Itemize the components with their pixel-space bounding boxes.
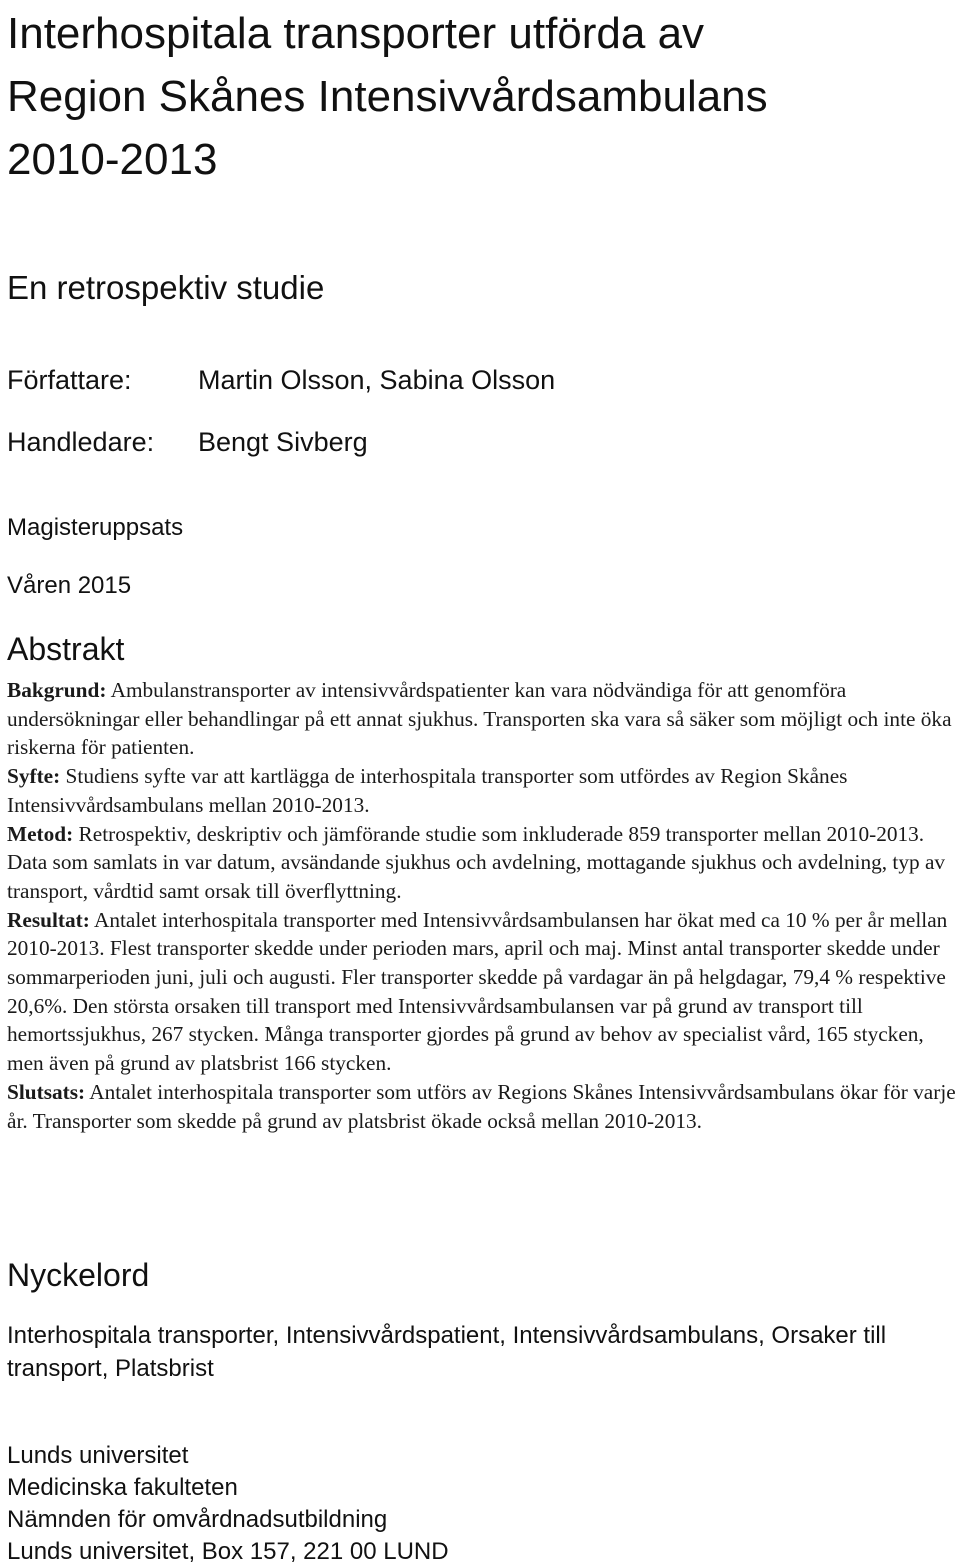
abstract-conclusion xyxy=(7,1078,959,1135)
thesis-title-line: Interhospitala transporter utförda av xyxy=(7,9,705,58)
thesis-title-line: 2010-2013 xyxy=(7,135,218,184)
supervisor-label: Handledare: xyxy=(7,427,155,457)
authors-value: Martin Olsson, Sabina Olsson xyxy=(198,365,556,395)
institution-footer xyxy=(7,1440,449,1568)
abstract-results-text: Antalet interhospitala transporter med Intensivvårdsambulansen har ökat med ca 10 % per år mellan 2010-2013. Flest transporter skedde under perioden mars, april och maj. Minst antal transporter skedde under sommarperioden juni, juli och augusti. Fler transporter skedde på vardagar än på helgdagar, 79,4 % respektive 20,6%. Den största orsaken till transport med Intensivvårdsambulansen var på grund av transport till hemortssjukhus, 267 stycken. Många transporter gjordes på grund av behov av specialist vård, 165 stycken, men även på grund av platsbrist 166 stycken. xyxy=(7,907,948,1076)
authors-label: Författare: xyxy=(7,365,132,395)
abstract-background-label: Bakgrund: xyxy=(7,678,107,702)
abstract-background-text: Ambulanstransporter av intensivvårdspatienter kan vara nödvändiga för att genomföra undersökningar eller behandlingar på ett annat sjukhus. Transporten ska vara så säker som möjligt och inte öka riskerna för patienten. xyxy=(7,678,952,760)
abstract-conclusion-label: Slutsats: xyxy=(7,1079,86,1104)
abstract-results xyxy=(7,906,959,1078)
thesis-subtitle: En retrospektiv studie xyxy=(7,269,325,306)
thesis-title xyxy=(7,2,957,191)
footer-line: Nämnden för omvårdnadsutbildning xyxy=(7,1506,388,1533)
keywords-list: Interhospitala transporter, Intensivvårdspatient, Intensivvårdsambulans, Orsaker till transport, Platsbrist xyxy=(7,1322,887,1382)
abstract-aim-text: Studiens syfte var att kartlägga de interhospitala transporter som utfördes av Region Skånes Intensivvårdsambulans mellan 2010-2013. xyxy=(7,764,848,817)
abstract-conclusion-text: Antalet interhospitala transporter som utförs av Regions Skånes Intensivvårdsambulans ökar för varje år. Transporter som skedde på grund av platsbrist ökade också mellan 2010-2013. xyxy=(7,1079,956,1133)
supervisor-value: Bengt Sivberg xyxy=(198,427,368,457)
abstract-method xyxy=(7,820,959,906)
abstract-results-label: Resultat: xyxy=(7,907,90,932)
abstract-method-text: Retrospektiv, deskriptiv och jämförande studie som inkluderade 859 transporter mellan 2010-2013. Data som samlats in var datum, avsändande sjukhus och avdelning, mottagande sjukhus och avdelning, typ av transport, vårdtid samt orsak till överflyttning. xyxy=(7,821,946,903)
term: Våren 2015 xyxy=(7,572,132,599)
abstract-heading: Abstrakt xyxy=(7,631,125,667)
footer-line: Lunds universitet xyxy=(7,1442,189,1469)
keywords-heading: Nyckelord xyxy=(7,1257,150,1293)
footer-line: Medicinska fakulteten xyxy=(7,1474,238,1501)
abstract-method-label: Metod: xyxy=(7,821,74,846)
degree-type: Magisteruppsats xyxy=(7,514,184,541)
abstract-aim-label: Syfte: xyxy=(7,764,61,789)
abstract-body xyxy=(7,676,959,1135)
thesis-title-line: Region Skånes Intensivvårdsambulans xyxy=(7,72,768,121)
supervisor-row xyxy=(7,424,368,460)
abstract-background xyxy=(7,676,959,762)
authors-row xyxy=(7,362,555,398)
footer-line: Lunds universitet, Box 157, 221 00 LUND xyxy=(7,1538,449,1565)
abstract-aim xyxy=(7,762,959,819)
